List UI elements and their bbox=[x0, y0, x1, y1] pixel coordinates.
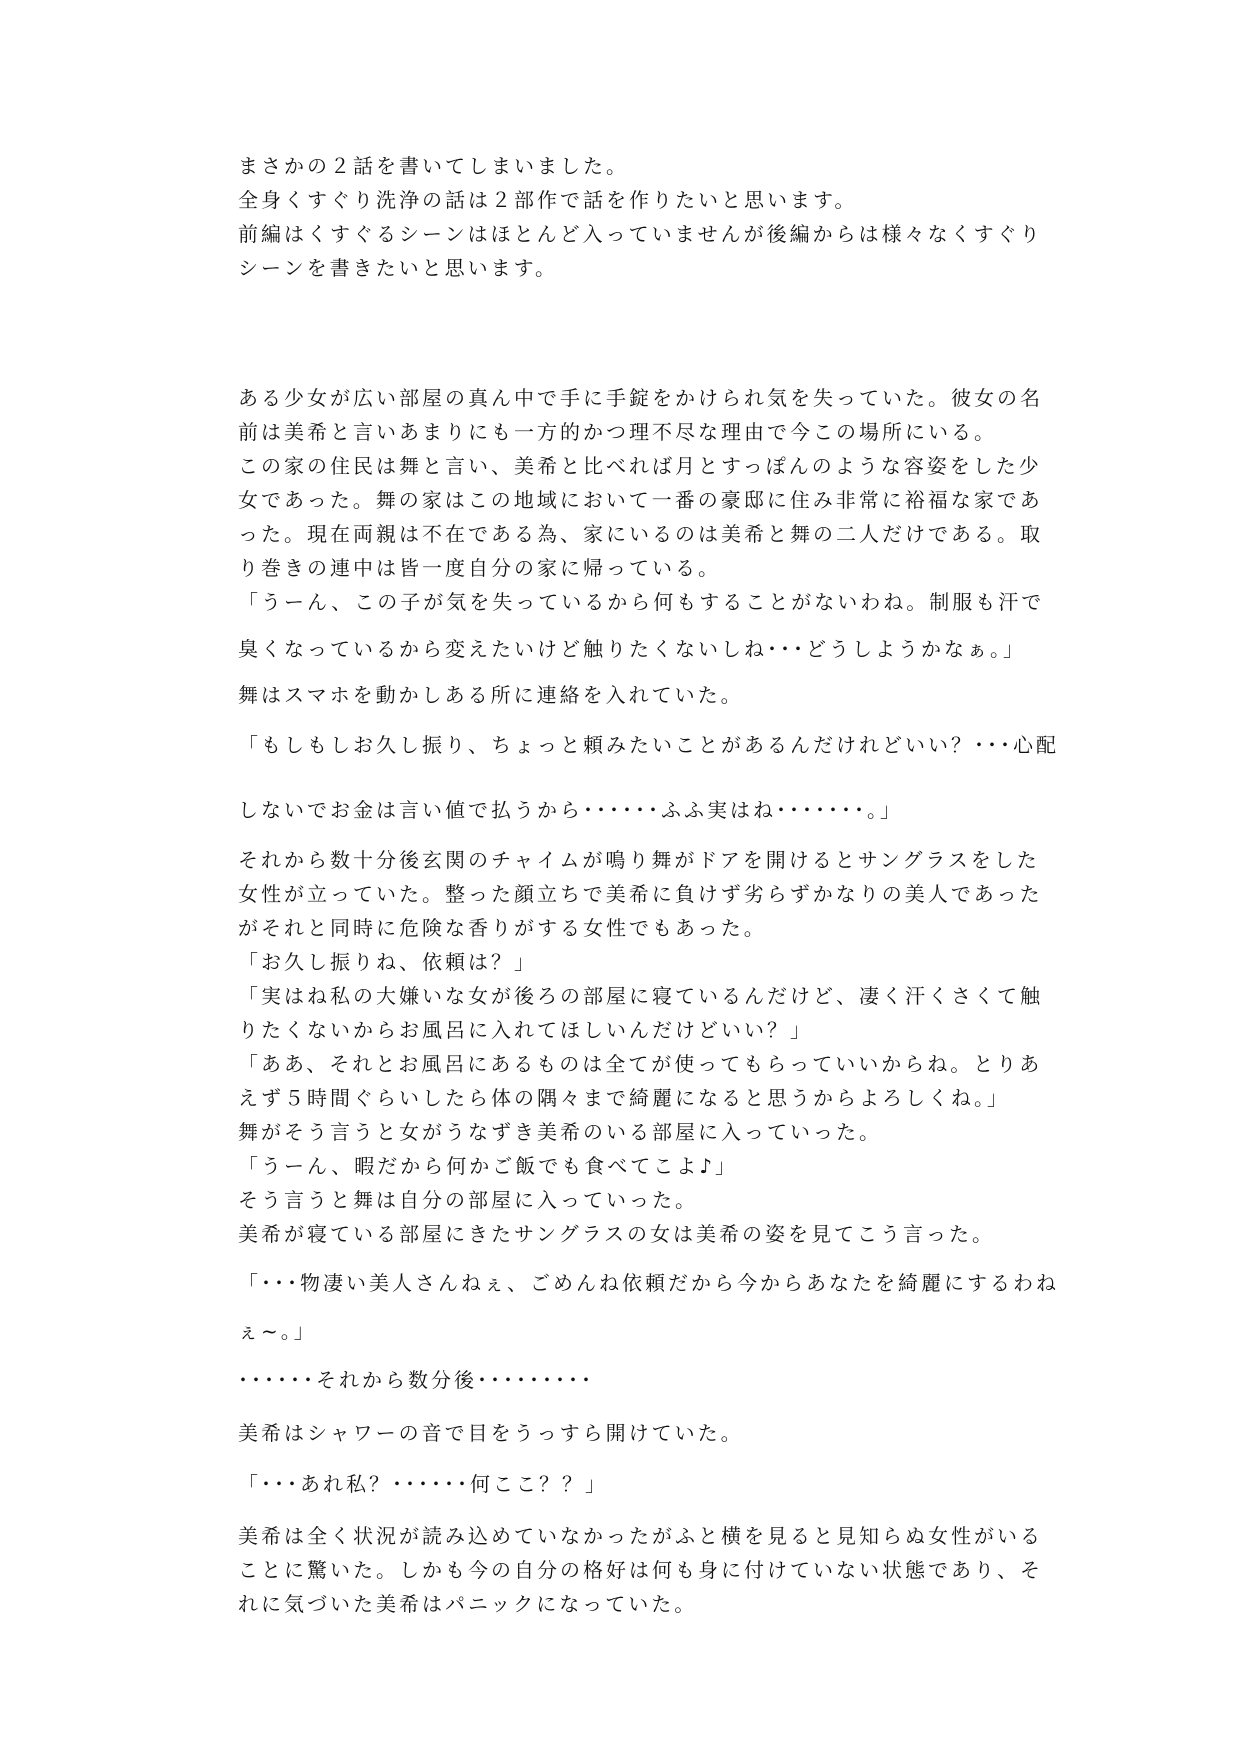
story-line: 美希は全く状況が読み込めていなかったがふと横を見ると見知らぬ女性がいる bbox=[238, 1524, 1043, 1548]
story-line: がそれと同時に危険な香りがする女性でもあった。 bbox=[238, 916, 767, 940]
story-line: ことに驚いた。しかも今の自分の格好は何も身に付けていない状態であり、そ bbox=[238, 1558, 1043, 1582]
preface-line: シーンを書きたいと思います。 bbox=[238, 256, 558, 280]
story-line: 女であった。舞の家はこの地域において一番の豪邸に住み非常に裕福な家であ bbox=[238, 488, 1043, 512]
story-line: 美希はシャワーの音で目をうっすら開けていた。 bbox=[238, 1421, 744, 1445]
preface-line: まさかの２話を書いてしまいました。 bbox=[238, 154, 629, 178]
preface-line: 前編はくすぐるシーンはほとんど入っていませんが後編からは様々なくすぐり bbox=[238, 222, 1043, 246]
story-line: 女性が立っていた。整った顔立ちで美希に負けず劣らずかなりの美人であった bbox=[238, 882, 1043, 906]
story-line: ･･････それから数分後･････････ bbox=[238, 1368, 594, 1392]
story-line: れに気づいた美希はパニックになっていた。 bbox=[238, 1592, 698, 1616]
story-line: 美希が寝ている部屋にきたサングラスの女は美希の姿を見てこう言った。 bbox=[238, 1222, 995, 1246]
story-line: それから数十分後玄関のチャイムが鳴り舞がドアを開けるとサングラスをした bbox=[238, 848, 1040, 872]
story-line: この家の住民は舞と言い、美希と比べれば月とすっぽんのような容姿をした少 bbox=[238, 454, 1042, 478]
story-line: 「ああ、それとお風呂にあるものは全てが使ってもらっていいからね。とりあ bbox=[238, 1052, 1043, 1076]
story-line: 「お久し振りね、依頼は？」 bbox=[238, 950, 537, 974]
story-line: 「うーん、この子が気を失っているから何もすることがないわね。制服も汗で bbox=[238, 590, 1045, 614]
story-line: 舞はスマホを動かしある所に連絡を入れていた。 bbox=[238, 683, 744, 707]
story-line: えず５時間ぐらいしたら体の隅々まで綺麗になると思うからよろしくね。」 bbox=[238, 1086, 1010, 1110]
story-line: り巻きの連中は皆一度自分の家に帰っている。 bbox=[238, 556, 721, 580]
story-line: ある少女が広い部屋の真ん中で手に手錠をかけられ気を失っていた。彼女の名 bbox=[238, 386, 1043, 410]
story-line: 「うーん、暇だから何かご飯でも食べてこよ♪」 bbox=[238, 1154, 738, 1178]
story-line: そう言うと舞は自分の部屋に入っていった。 bbox=[238, 1188, 698, 1212]
story-line: 「･･･物凄い美人さんねぇ、ごめんね依頼だから今からあなたを綺麗にするわね bbox=[238, 1271, 1059, 1295]
story-line: 臭くなっているから変えたいけど触りたくないしね･･･どうしようかなぁ。」 bbox=[238, 637, 1026, 661]
story-line: ぇ~。」 bbox=[238, 1319, 317, 1343]
preface-line: 全身くすぐり洗浄の話は２部作で話を作りたいと思います。 bbox=[238, 188, 858, 212]
story-line: 舞がそう言うと女がうなずき美希のいる部屋に入っていった。 bbox=[238, 1120, 882, 1144]
story-line: 「実はね私の大嫌いな女が後ろの部屋に寝ているんだけど、凄く汗くさくて触 bbox=[238, 984, 1043, 1008]
story-line: 前は美希と言いあまりにも一方的かつ理不尽な理由で今この場所にいる。 bbox=[238, 420, 997, 444]
story-line: 「･･･あれ私？･･････何ここ？？」 bbox=[238, 1472, 608, 1496]
story-line: った。現在両親は不在である為、家にいるのは美希と舞の二人だけである。取 bbox=[238, 522, 1043, 546]
story-line: 「もしもしお久し振り、ちょっと頼みたいことがあるんだけれどいい？･･･心配 bbox=[238, 733, 1059, 757]
story-line: しないでお金は言い値で払うから･･････ふふ実はね･･･････。」 bbox=[238, 798, 903, 822]
story-line: りたくないからお風呂に入れてほしいんだけどいい？」 bbox=[238, 1018, 813, 1042]
